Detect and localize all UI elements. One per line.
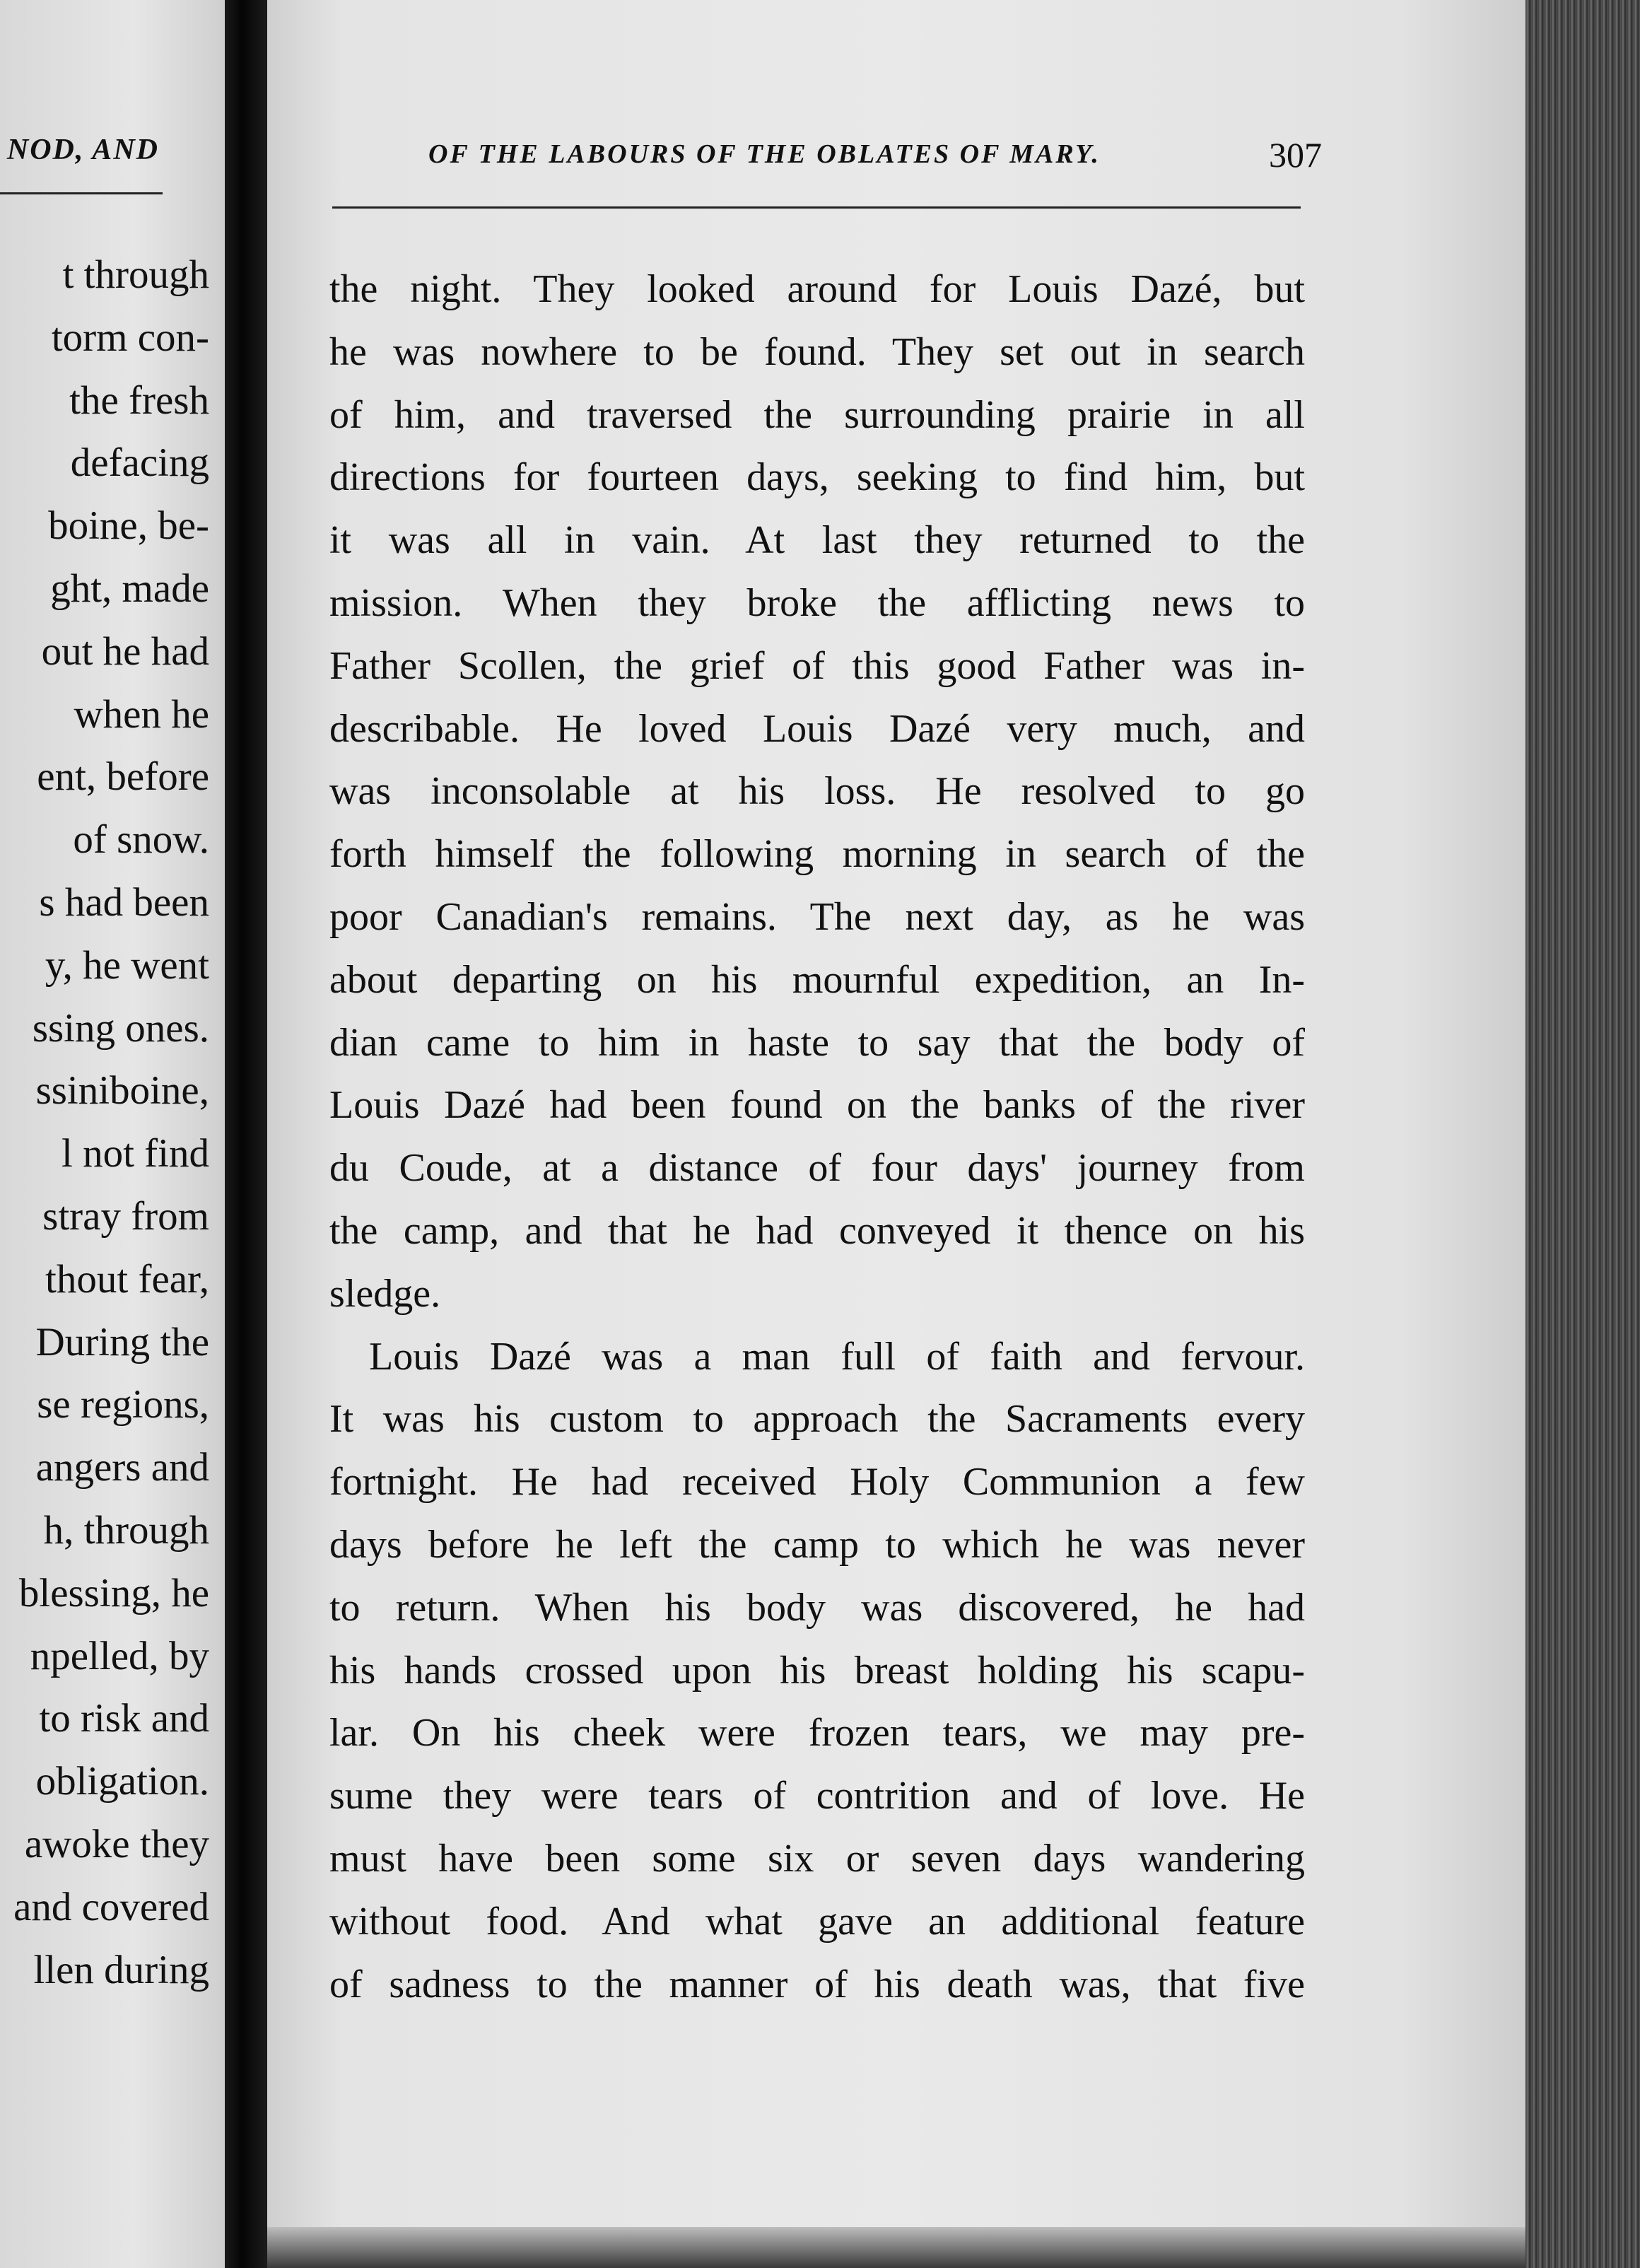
text-line: of sadness to the manner of his death was, that five <box>329 1962 1305 2006</box>
text-line: sume they were tears of contrition and of love. He <box>329 1774 1305 1818</box>
left-line: awoke they <box>24 1821 209 1866</box>
left-line: y, he went <box>45 942 209 988</box>
text-line: he was nowhere to be found. They set out in search <box>329 329 1305 374</box>
left-line: ssiniboine, <box>35 1068 209 1113</box>
left-line: ent, before <box>37 754 209 800</box>
left-line: During the <box>35 1319 209 1364</box>
text-line: his hands crossed upon his breast holding his scapu- <box>329 1648 1305 1693</box>
left-line: ght, made <box>50 566 209 611</box>
left-line: blessing, he <box>18 1570 209 1615</box>
text-line: It was his custom to approach the Sacraments every <box>329 1397 1305 1442</box>
text-line: sledge. <box>329 1271 441 1316</box>
left-header-rule <box>0 192 163 194</box>
left-line: se regions, <box>37 1382 209 1427</box>
left-line: to risk and <box>39 1696 209 1741</box>
left-line: s had been <box>39 879 209 925</box>
text-line: must have been some six or seven days wandering <box>329 1836 1305 1881</box>
header-rule <box>332 206 1301 209</box>
text-line: the night. They looked around for Louis Dazé, but <box>329 267 1305 311</box>
text-line: describable. He loved Louis Dazé very much, and <box>329 706 1305 751</box>
body-text <box>329 258 1305 2016</box>
left-page-text <box>0 244 209 2001</box>
page-edge-stack <box>1525 0 1640 2268</box>
text-line: was inconsolable at his loss. He resolved to go <box>329 769 1305 814</box>
left-line: angers and <box>35 1445 209 1490</box>
left-line: llen during <box>33 1947 209 1992</box>
left-line: when he <box>74 691 209 737</box>
left-line: t through <box>62 252 209 297</box>
left-running-head: NOD, AND <box>6 134 159 166</box>
text-line: du Coude, at a distance of four days' journey from <box>329 1146 1305 1191</box>
left-line: npelled, by <box>30 1633 209 1678</box>
text-line: fortnight. He had received Holy Communion a few <box>329 1460 1305 1504</box>
left-line: the fresh <box>69 378 209 423</box>
left-line: thout fear, <box>45 1256 209 1302</box>
left-line: defacing <box>70 440 209 486</box>
text-line: the camp, and that he had conveyed it thence on his <box>329 1208 1305 1253</box>
left-line: l not find <box>62 1131 209 1176</box>
left-line: out he had <box>41 629 209 674</box>
book-gutter <box>225 0 267 2268</box>
page-bottom-shadow <box>267 2227 1525 2268</box>
text-line: poor Canadian's remains. The next day, as he was <box>329 894 1305 939</box>
text-line: mission. When they broke the afflicting news to <box>329 580 1305 625</box>
text-line: Louis Dazé had been found on the banks of the river <box>329 1083 1305 1128</box>
left-line: boine, be- <box>48 503 209 549</box>
text-line: without food. And what gave an additional feature <box>329 1899 1305 1943</box>
left-line: ssing ones. <box>32 1005 209 1051</box>
text-line: of him, and traversed the surrounding prairie in all <box>329 392 1305 437</box>
running-head: OF THE LABOURS OF THE OBLATES OF MARY. <box>428 139 1101 169</box>
text-line: Father Scollen, the grief of this good Father was in- <box>329 643 1305 688</box>
left-line: of snow. <box>73 817 209 863</box>
text-line: Louis Dazé was a man full of faith and fervour. <box>369 1334 1305 1379</box>
text-line: to return. When his body was discovered, he had <box>329 1585 1305 1630</box>
text-line: forth himself the following morning in search of the <box>329 832 1305 877</box>
text-line: directions for fourteen days, seeking to find him, but <box>329 455 1305 500</box>
page-number: 307 <box>1269 135 1322 175</box>
left-line: obligation. <box>35 1759 209 1804</box>
text-line: lar. On his cheek were frozen tears, we may pre- <box>329 1711 1305 1755</box>
text-line: about departing on his mournful expedition, an In- <box>329 957 1305 1002</box>
left-line: h, through <box>43 1507 209 1553</box>
left-line: stray from <box>42 1193 209 1239</box>
text-line: days before he left the camp to which he was never <box>329 1522 1305 1567</box>
left-line: and covered <box>13 1884 209 1929</box>
text-line: it was all in vain. At last they returned to the <box>329 518 1305 563</box>
left-line: torm con- <box>51 315 209 360</box>
left-page <box>0 0 225 2268</box>
text-line: dian came to him in haste to say that the body of <box>329 1020 1305 1065</box>
